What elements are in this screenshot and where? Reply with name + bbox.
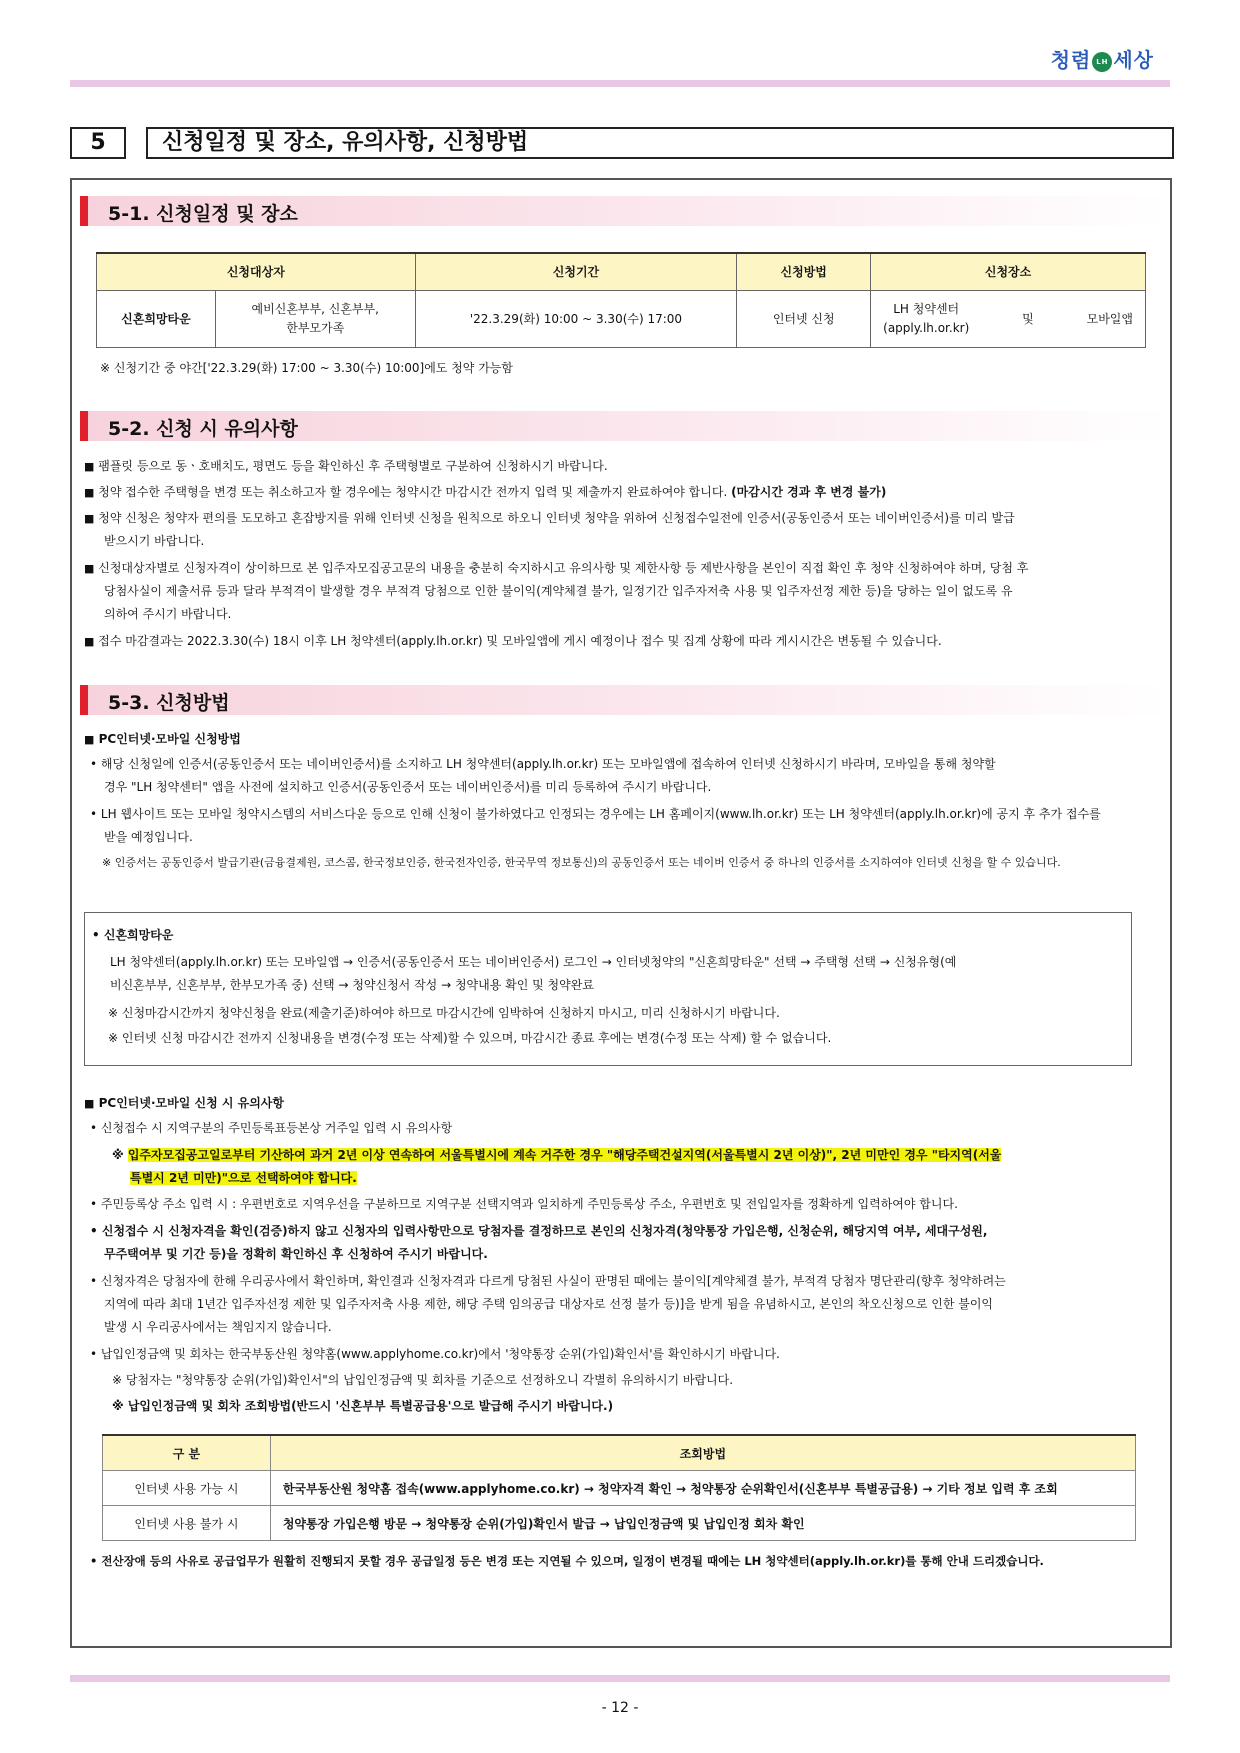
- caution-item: [84, 630, 942, 653]
- table-header-row: [97, 253, 1146, 291]
- square-bullet-icon: ■: [84, 512, 95, 525]
- notice-highlight-cont: [130, 1167, 357, 1190]
- subheading-text: PC인터넷·모바일 신청 시 유의사항: [98, 1096, 284, 1110]
- section-title: 5-2. 신청 시 유의사항: [108, 418, 298, 440]
- place-app: 모바일앱: [1086, 311, 1133, 326]
- notice-line: • 신청접수 시 신청자격을 확인(검증)하지 않고 신청자의 입력사항만으로 당첨자를 결정하므로 본인의 신청자격(청약통장 가입은행, 신청순위, 해당지역 여부, 세대구성원,: [90, 1224, 988, 1238]
- table-row: [97, 291, 1146, 348]
- place-url: (apply.lh.or.kr): [883, 321, 970, 335]
- method-paragraph: • 해당 신청일에 인증서(공동인증서 또는 네이버인증서)를 소지하고 LH 청약센터(apply.lh.or.kr) 또는 모바일앱에 접속하여 인터넷 신청하시기 바라며, 모바일을 통해 청약할: [90, 757, 996, 771]
- section-title: 5-1. 신청일정 및 장소: [108, 203, 298, 225]
- notice-line: • 신청접수 시 지역구분의 주민등록표등본상 거주일 입력 시 유의사항: [90, 1121, 453, 1135]
- caution-emphasis: (마감시간 경과 후 변경 불가): [731, 485, 887, 499]
- section-marker: [80, 411, 88, 441]
- caution-item: [84, 481, 886, 504]
- section-header-2: [80, 411, 1168, 441]
- method-cell: 인터넷 신청: [737, 291, 871, 348]
- target-sub-cell: [215, 291, 415, 348]
- notice-line-cont: 발생 시 우리공사에서는 책임지지 않습니다.: [104, 1320, 332, 1334]
- case-cell: 인터넷 사용 불가 시: [103, 1506, 271, 1541]
- subheading: [84, 728, 241, 751]
- square-bullet-icon: ■: [84, 733, 95, 746]
- final-notice: • 전산장애 등의 사유로 공급업무가 원활히 진행되지 못할 경우 공급일정 등은 변경 또는 지연될 수 있으며, 일정이 변경될 때에는 LH 청약센터(apply.lh.or.kr)를 통해 안내 드리겠습니다.: [90, 1554, 1044, 1568]
- table-row: [103, 1506, 1136, 1541]
- notice-line: • 신청자격은 당첨자에 한해 우리공사에서 확인하며, 확인결과 신청자격과 다르게 당첨된 사실이 판명된 때에는 불이익[계약체결 불가, 부적격 당첨자 명단관리(향후 청약하려는: [90, 1274, 1006, 1288]
- method-cell: 청약통장 가입은행 방문 → 청약통장 순위(가입)확인서 발급 → 납입인정금액 및 납입인정 회차 확인: [270, 1506, 1135, 1541]
- notice-line: • 납입인정금액 및 회차는 한국부동산원 청약홈(www.applyhome.co.kr)에서 '청약통장 순위(가입)확인서'를 확인하시기 바랍니다.: [90, 1347, 780, 1361]
- square-bullet-icon: ■: [84, 1097, 95, 1110]
- schedule-note: ※ 신청기간 중 야간['22.3.29(화) 17:00 ~ 3.30(수) 10:00]에도 청약 가능함: [100, 361, 513, 375]
- highlight-text: 입주자모집공고일로부터 기산하여 과거 2년 이상 연속하여 서울특별시에 계속 거주한 경우 "해당주택건설지역(서울특별시 2년 이상)", 2년 미만인 경우 "타지역(서울: [127, 1148, 1002, 1162]
- caution-text: 신청대상자별로 신청자격이 상이하므로 본 입주자모집공고문의 내용을 충분히 숙지하시고 유의사항 및 제한사항 등 제반사항을 본인이 직접 확인 후 청약 신청하여야 하며, 당첨 후: [98, 561, 1029, 575]
- page-number: - 12 -: [601, 1700, 639, 1716]
- top-divider: [70, 80, 1170, 87]
- caution-text-cont: 당첨사실이 제출서류 등과 달라 부적격이 발생할 경우 부적격 당첨으로 인한 불이익(계약체결 불가, 일정기간 입주자저축 사용 및 입주자선정 제한 등)을 당하는 일이 없도록 유: [104, 584, 1013, 598]
- section-marker: [80, 196, 88, 226]
- box-title: • 신혼희망타운: [92, 928, 174, 942]
- subheading: [84, 1092, 284, 1115]
- logo-text-right: 세상: [1113, 48, 1154, 72]
- caution-text: 청약 신청은 청약자 편의를 도모하고 혼잡방지를 위해 인터넷 신청을 원칙으로 하오니 인터넷 청약을 위하여 신청접수일전에 인증서(공동인증서 또는 네이버인증서)를 미리 발급: [98, 511, 1015, 525]
- method-cell: 한국부동산원 청약홈 접속(www.applyhome.co.kr) → 청약자격 확인 → 청약통장 순위확인서(신혼부부 특별공급용) → 기타 정보 입력 후 조회: [270, 1471, 1135, 1506]
- subheading-text: PC인터넷·모바일 신청방법: [98, 732, 241, 746]
- bottom-divider: [70, 1675, 1170, 1682]
- caution-text: 접수 마감결과는 2022.3.30(수) 18시 이후 LH 청약센터(apply.lh.or.kr) 및 모바일앱에 게시 예정이나 접수 및 집계 상황에 따라 게시시간은 변동될 수 있습니다.: [98, 634, 942, 648]
- logo-text-left: 청렴: [1050, 48, 1092, 72]
- caution-text-cont: 의하여 주시기 바랍니다.: [104, 607, 232, 621]
- box-line: LH 청약센터(apply.lh.or.kr) 또는 모바일앱 → 인증서(공동인증서 또는 네이버인증서) 로그인 → 인터넷청약의 "신혼희망타운" 선택 → 주택형 선택 → 신청유형(예: [110, 955, 957, 969]
- header-cell: 신청장소: [871, 253, 1146, 291]
- caution-item: [84, 455, 608, 478]
- notice-line: • 주민등록상 주소 입력 시 : 우편번호로 지역우선을 구분하므로 지역구분 선택지역과 일치하게 주민등록상 주소, 우편번호 및 전입일자를 정확하게 입력하여야 합니다.: [90, 1197, 958, 1211]
- box-line: 비신혼부부, 신혼부부, 한부모가족 중) 선택 → 청약신청서 작성 → 청약내용 확인 및 청약완료: [110, 978, 594, 992]
- highlight-text: 특별시 2년 미만)"으로 선택하여야 합니다.: [130, 1171, 357, 1185]
- logo: [1051, 44, 1154, 73]
- notice-line-cont: 지역에 따라 최대 1년간 입주자선정 제한 및 입주자저축 사용 제한, 해당 주택 임의공급 대상자로 선정 불가 등)]을 받게 됨을 유념하시고, 본인의 착오신청으로 인한 불이익: [104, 1297, 994, 1311]
- globe-icon: LH: [1092, 52, 1112, 72]
- notice-line-cont: 무주택여부 및 기간 등)을 정확히 확인하신 후 신청하여 주시기 바랍니다.: [104, 1247, 488, 1261]
- square-bullet-icon: ■: [84, 562, 95, 575]
- method-paragraph: • LH 웹사이트 또는 모바일 청약시스템의 서비스다운 등으로 인해 신청이 불가하였다고 인정되는 경우에는 LH 홈페이지(www.lh.or.kr) 또는 LH 청약센터(apply.lh.or.kr)에 공지 후 추가 접수를: [90, 807, 1101, 821]
- table-row: [103, 1471, 1136, 1506]
- caution-item: [84, 507, 1015, 530]
- place-cell: [871, 291, 1146, 348]
- schedule-table: [96, 252, 1146, 348]
- caution-text: 청약 접수한 주택형을 변경 또는 취소하고자 할 경우에는 청약시간 마감시간 전까지 입력 및 제출까지 완료하여야 합니다.: [98, 485, 728, 499]
- chapter-title: 신청일정 및 장소, 유의사항, 신청방법: [146, 127, 1174, 159]
- header-cell: 구 분: [103, 1435, 271, 1471]
- header-cell: 신청기간: [415, 253, 737, 291]
- section-header-3: [80, 685, 1168, 715]
- target-main-cell: 신혼희망타운: [97, 291, 216, 348]
- caution-item: [84, 557, 1028, 580]
- caution-text-cont: 받으시기 바랍니다.: [104, 534, 205, 548]
- notice-note: ※ 납입인정금액 및 회차 조회방법(반드시 '신혼부부 특별공급용'으로 발급해 주시기 바랍니다.): [112, 1399, 614, 1413]
- section-header-1: [80, 196, 1168, 226]
- method-paragraph-cont: 경우 "LH 청약센터" 앱을 사전에 설치하고 인증서(공동인증서 또는 네이버인증서)를 미리 등록하여 주시기 바랍니다.: [104, 780, 712, 794]
- square-bullet-icon: ■: [84, 635, 95, 648]
- notice-highlight: ※ 입주자모집공고일로부터 기산하여 과거 2년 이상 연속하여 서울특별시에 계속 거주한 경우 "해당주택건설지역(서울특별시 2년 이상)", 2년 미만인 경우 "타지역(서울: [112, 1148, 1002, 1162]
- cert-note: ※ 인증서는 공동인증서 발급기관(금융결제원, 코스콤, 한국정보인증, 한국전자인증, 한국무역 정보통신)의 공동인증서 또는 네이버 인증서 중 하나의 인증서를 소지하여야 인터넷 신청을 할 수 있습니다.: [102, 856, 1061, 869]
- inquiry-method-table: [102, 1434, 1136, 1541]
- target-sub-line: 한부모가족: [286, 321, 345, 335]
- place-and: 및: [1022, 311, 1034, 326]
- header-cell: 신청방법: [737, 253, 871, 291]
- square-bullet-icon: ■: [84, 486, 95, 499]
- period-cell: '22.3.29(화) 10:00 ~ 3.30(수) 17:00: [415, 291, 737, 348]
- target-sub-line: 예비신혼부부, 신혼부부,: [251, 302, 379, 316]
- section-title: 5-3. 신청방법: [108, 692, 230, 714]
- chapter-number: 5: [70, 127, 126, 159]
- caution-text: 팸플릿 등으로 동ㆍ호배치도, 평면도 등을 확인하신 후 주택형별로 구분하여 신청하시기 바랍니다.: [98, 459, 608, 473]
- square-bullet-icon: ■: [84, 460, 95, 473]
- header-cell: 신청대상자: [97, 253, 416, 291]
- box-note: ※ 신청마감시간까지 청약신청을 완료(제출기준)하여야 하므로 마감시간에 임박하여 신청하지 마시고, 미리 신청하시기 바랍니다.: [108, 1006, 780, 1020]
- case-cell: 인터넷 사용 가능 시: [103, 1471, 271, 1506]
- header-cell: 조회방법: [270, 1435, 1135, 1471]
- method-paragraph-cont: 받을 예정입니다.: [104, 830, 193, 844]
- table-header-row: [103, 1435, 1136, 1471]
- notice-note: ※ 당첨자는 "청약통장 순위(가입)확인서"의 납입인정금액 및 회차를 기준으로 선정하오니 각별히 유의하시기 바랍니다.: [112, 1373, 734, 1387]
- box-note: ※ 인터넷 신청 마감시간 전까지 신청내용을 변경(수정 또는 삭제)할 수 있으며, 마감시간 종료 후에는 변경(수정 또는 삭제) 할 수 없습니다.: [108, 1031, 832, 1045]
- section-marker: [80, 685, 88, 715]
- place-site: LH 청약센터: [893, 302, 960, 316]
